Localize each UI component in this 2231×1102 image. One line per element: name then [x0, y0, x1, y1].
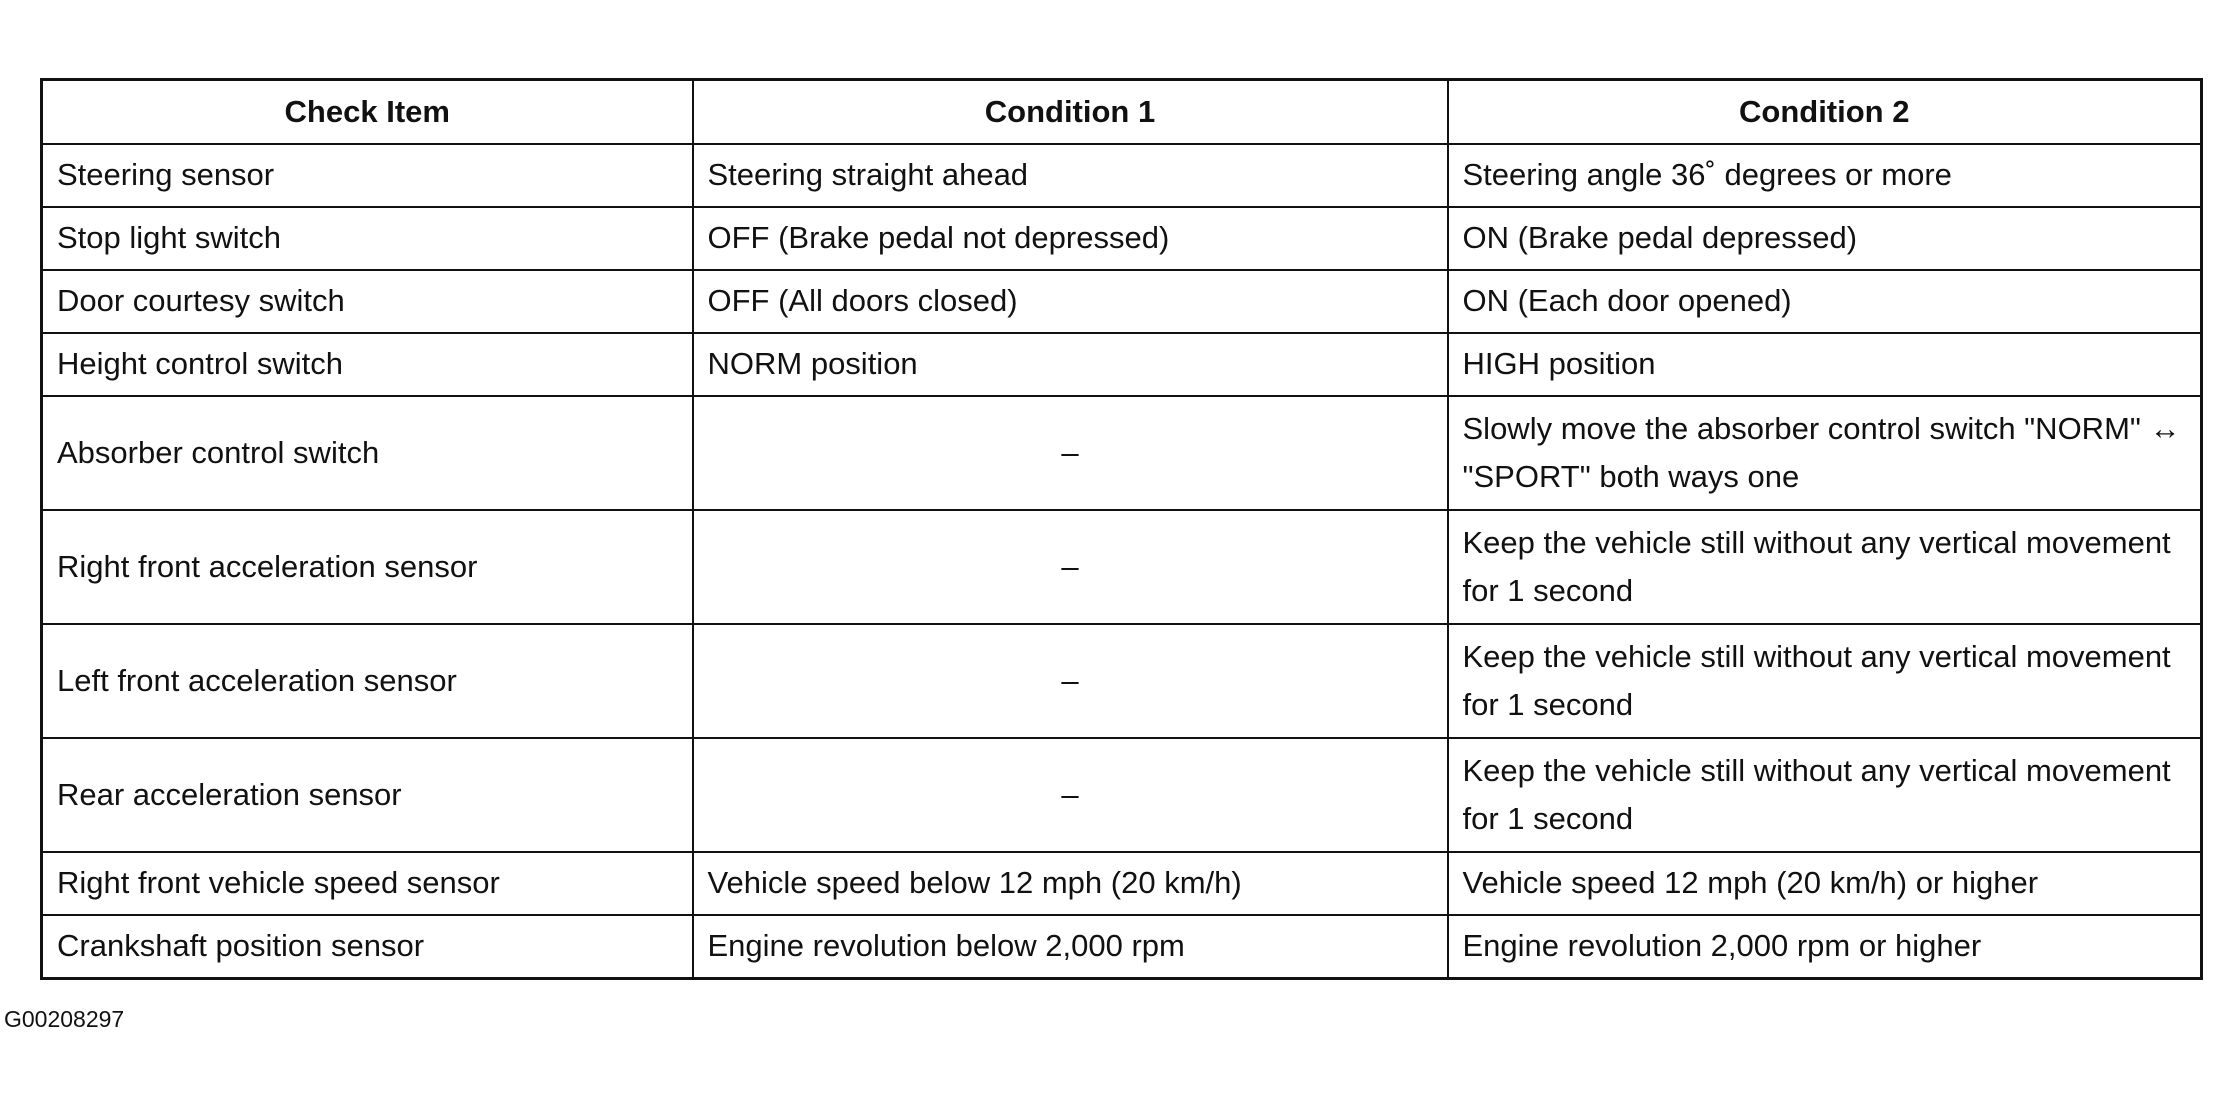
- condition-1-cell: Vehicle speed below 12 mph (20 km/h): [693, 852, 1448, 915]
- header-check-item: Check Item: [42, 80, 693, 145]
- header-condition-1: Condition 1: [693, 80, 1448, 145]
- condition-2-cell: Keep the vehicle still without any vertical movement for 1 second: [1448, 624, 2202, 738]
- table-row: [42, 852, 2202, 915]
- table-row: [42, 270, 2202, 333]
- condition-1-cell: NORM position: [693, 333, 1448, 396]
- check-item-cell: Rear acceleration sensor: [42, 738, 693, 852]
- table-row: [42, 510, 2202, 624]
- condition-1-cell: Engine revolution below 2,000 rpm: [693, 915, 1448, 979]
- condition-2-cell: Keep the vehicle still without any vertical movement for 1 second: [1448, 738, 2202, 852]
- header-condition-2: Condition 2: [1448, 80, 2202, 145]
- condition-1-cell: OFF (All doors closed): [693, 270, 1448, 333]
- table-header-row: [42, 80, 2202, 145]
- condition-2-cell: Vehicle speed 12 mph (20 km/h) or higher: [1448, 852, 2202, 915]
- condition-2-cell: Engine revolution 2,000 rpm or higher: [1448, 915, 2202, 979]
- condition-2-cell: ON (Each door opened): [1448, 270, 2202, 333]
- condition-1-cell: –: [693, 396, 1448, 510]
- table-row: [42, 624, 2202, 738]
- figure-id-label: G00208297: [4, 1006, 125, 1032]
- table-row: [42, 333, 2202, 396]
- condition-2-cell: ON (Brake pedal depressed): [1448, 207, 2202, 270]
- table-row: [42, 738, 2202, 852]
- check-item-cell: Door courtesy switch: [42, 270, 693, 333]
- condition-2-cell: Slowly move the absorber control switch "NORM" ↔ "SPORT" both ways one: [1448, 396, 2202, 510]
- check-item-cell: Right front acceleration sensor: [42, 510, 693, 624]
- table-row: [42, 144, 2202, 207]
- check-item-cell: Height control switch: [42, 333, 693, 396]
- table-row: [42, 396, 2202, 510]
- condition-1-cell: –: [693, 624, 1448, 738]
- check-item-cell: Crankshaft position sensor: [42, 915, 693, 979]
- check-item-cell: Absorber control switch: [42, 396, 693, 510]
- check-item-cell: Left front acceleration sensor: [42, 624, 693, 738]
- condition-1-cell: Steering straight ahead: [693, 144, 1448, 207]
- condition-1-cell: OFF (Brake pedal not depressed): [693, 207, 1448, 270]
- condition-1-cell: –: [693, 738, 1448, 852]
- check-item-cell: Right front vehicle speed sensor: [42, 852, 693, 915]
- table-row: [42, 207, 2202, 270]
- table-row: [42, 915, 2202, 979]
- condition-2-cell: Keep the vehicle still without any vertical movement for 1 second: [1448, 510, 2202, 624]
- check-item-cell: Stop light switch: [42, 207, 693, 270]
- condition-2-cell: HIGH position: [1448, 333, 2202, 396]
- check-item-table: [40, 78, 2203, 980]
- condition-1-cell: –: [693, 510, 1448, 624]
- condition-2-cell: Steering angle 36˚ degrees or more: [1448, 144, 2202, 207]
- check-item-cell: Steering sensor: [42, 144, 693, 207]
